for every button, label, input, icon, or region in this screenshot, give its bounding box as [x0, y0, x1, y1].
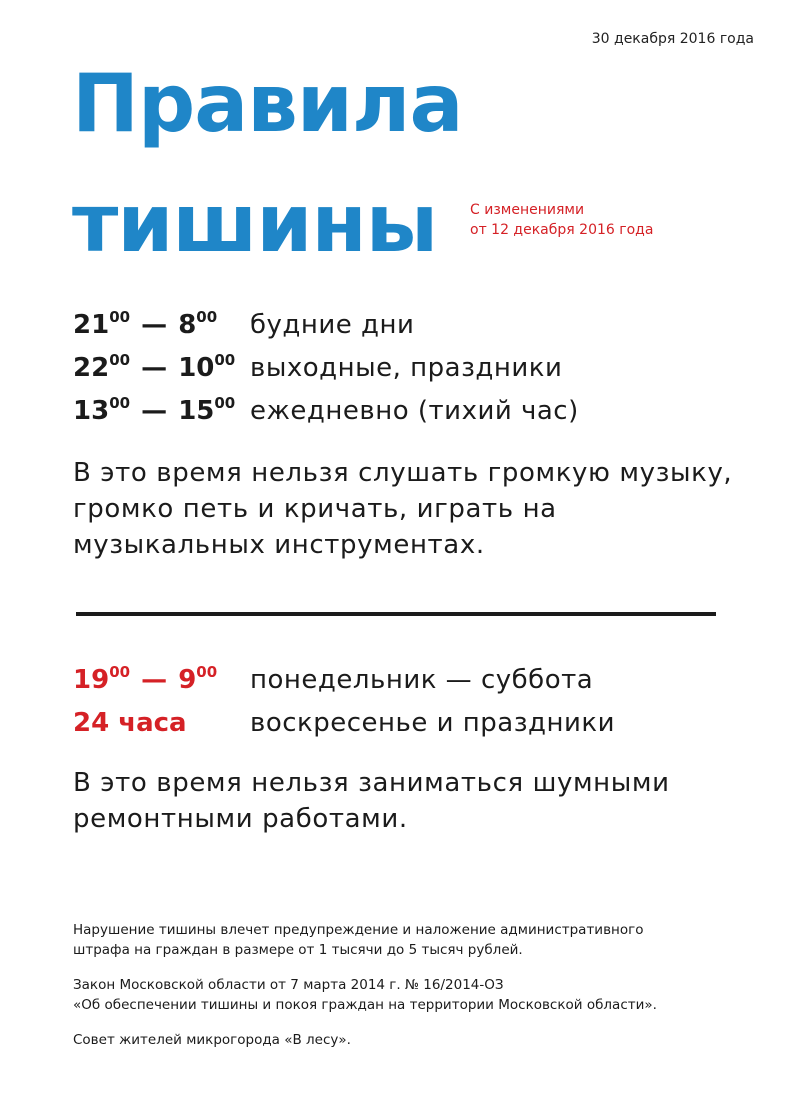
schedule-row-weekends [73, 346, 733, 389]
time-range: $22^{00}$ — $10^{00}$ [73, 350, 236, 383]
schedule-description: будние дни [250, 309, 415, 340]
time-range: $13^{00}$ — $15^{00}$ [73, 393, 236, 426]
schedule-description: выходные, праздники [250, 352, 563, 383]
schedule-description: воскресенье и праздники [250, 707, 616, 738]
penalty-note [73, 920, 763, 960]
title-line-2: тишины [72, 177, 438, 270]
penalty-note-line-2: штрафа на граждан в размере от 1 тысячи до 5 тысяч рублей. [73, 942, 523, 958]
schedule-row-daily-nap [73, 389, 733, 432]
page-title [72, 56, 462, 272]
schedule-description: ежедневно (тихий час) [250, 395, 579, 426]
law-reference-line-1: Закон Московской области от 7 марта 2014 г. № 16/2014-ОЗ [73, 977, 504, 993]
section-divider [76, 612, 716, 616]
law-reference-line-2: «Об обеспечении тишины и покоя граждан на территории Московской области». [73, 997, 657, 1013]
time-label: 24 часа [73, 707, 187, 738]
amendment-note [470, 200, 653, 240]
quiet-hours-schedule [73, 303, 733, 432]
time-range: $21^{00}$ — $8^{00}$ [73, 307, 218, 340]
amendment-note-line-2: от 12 декабря 2016 года [470, 222, 654, 238]
council-signature [73, 1030, 763, 1050]
document-date: 30 декабря 2016 года [591, 31, 754, 47]
schedule-row-weekdays [73, 303, 733, 346]
amendment-note-line-1: С изменениями [470, 202, 585, 218]
repair-restrictions-text: В это время нельзя заниматься шумными ремонтными работами. [73, 768, 670, 834]
repair-work-schedule [73, 658, 733, 744]
schedule-description: понедельник — суббота [250, 664, 594, 695]
time-range: $19^{00}$ — $9^{00}$ [73, 662, 218, 695]
schedule-row-sunday-holidays [73, 701, 733, 744]
law-reference [73, 975, 763, 1015]
schedule-row-mon-sat [73, 658, 733, 701]
title-line-1: Правила [72, 57, 463, 150]
penalty-note-line-1: Нарушение тишины влечет предупреждение и наложение административного [73, 922, 644, 938]
council-signature-text: Совет жителей микрогорода «В лесу». [73, 1032, 351, 1048]
footer-notes [73, 920, 763, 1065]
noise-restrictions-text: В это время нельзя слушать громкую музыку, громко петь и кричать, играть на музыкальных инструментах. [73, 458, 733, 560]
